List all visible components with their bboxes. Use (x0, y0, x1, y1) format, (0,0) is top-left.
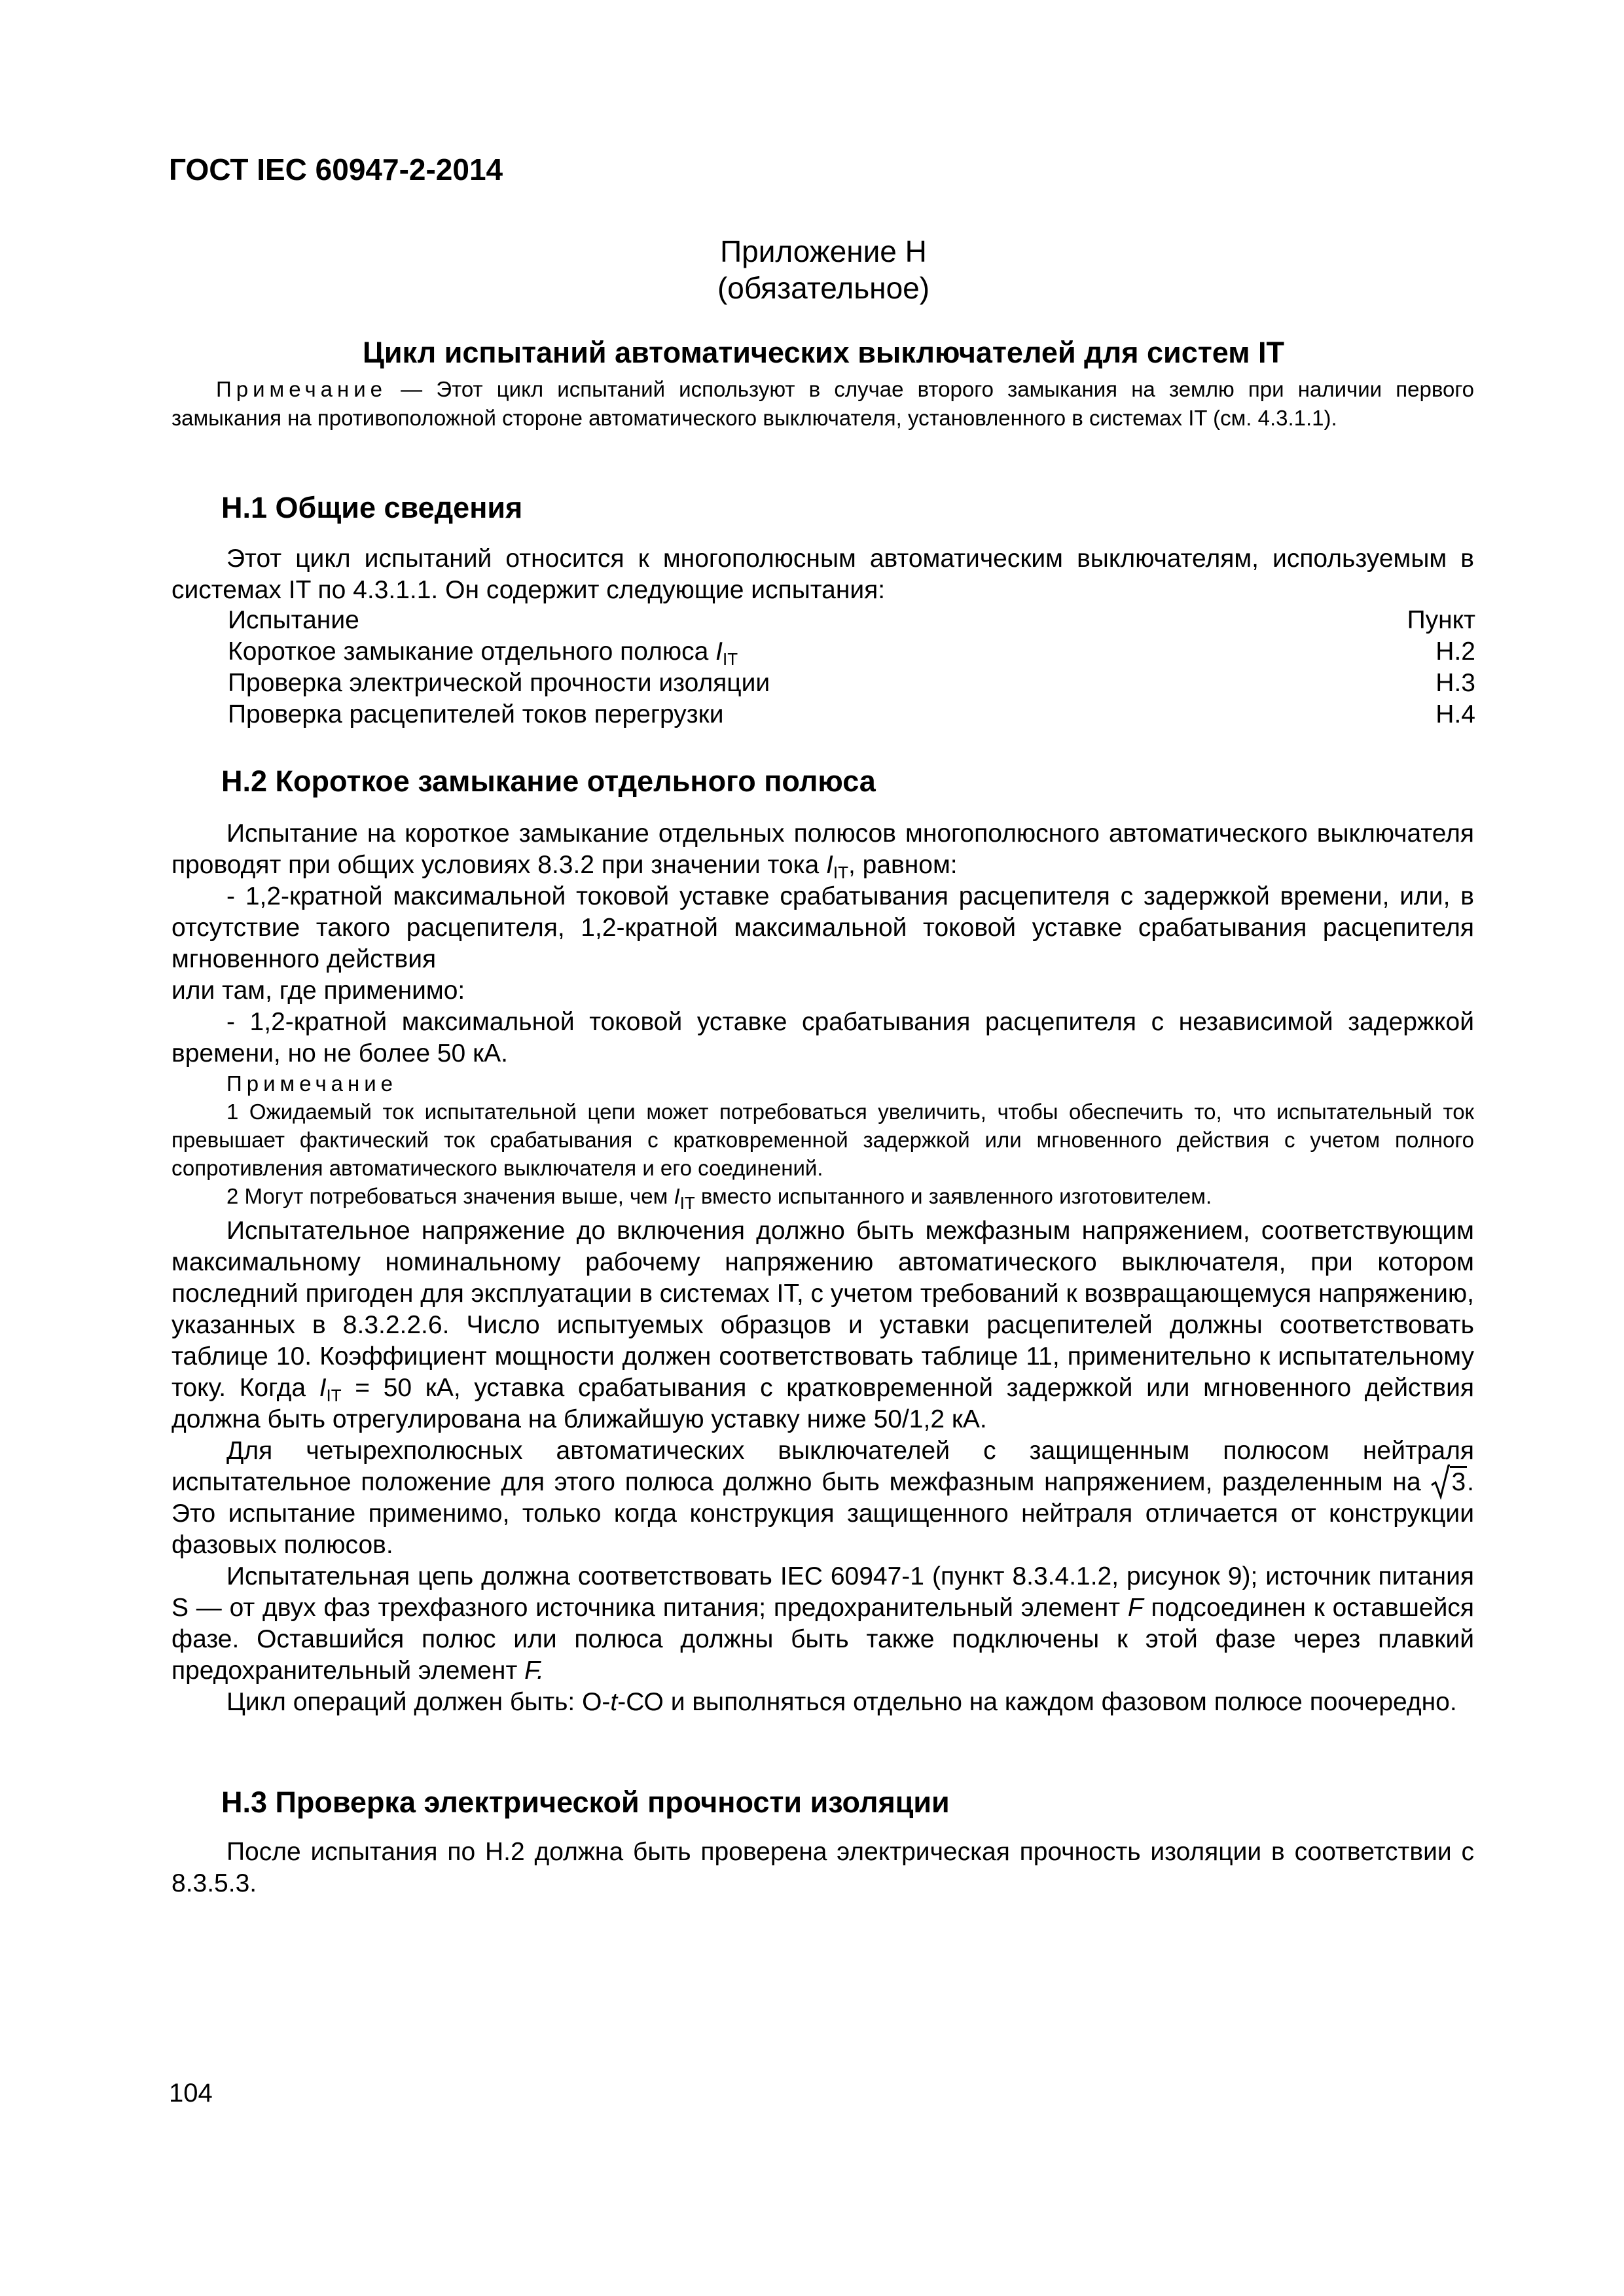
h2-bullet-1: - 1,2-кратной максимальной токовой уставке срабатывания расцепителя с задержкой времени, или, в отсутствие такого расцепителя, 1,2-кратной максимальной токовой уставке срабатывания расцепителя мгновенного действия (171, 882, 1474, 973)
table-cell-clause: H.3 (1435, 669, 1475, 697)
appendix-heading (169, 233, 1478, 306)
appendix-title: Приложение Н (720, 234, 927, 268)
section-h2-heading: H.2 Короткое замыкание отдельного полюса (221, 764, 876, 798)
section-h3-heading: H.3 Проверка электрической прочности изоляции (221, 1785, 950, 1819)
section-h1-paragraph (171, 543, 1474, 606)
table-cell-clause: H.4 (1435, 700, 1475, 728)
h2-paragraph-1: Испытание на короткое замыкание отдельных полюсов многополюсного автоматического выключателя проводят при общих условиях 8.3.2 при значении тока $I_{IT}$, равном: (171, 819, 1474, 882)
table-header-row (228, 605, 1475, 636)
table-header-clause: Пункт (1407, 606, 1475, 634)
h2-note-1: 1 Ожидаемый ток испытательной цепи может потребоваться увеличить, чтобы обеспечить то, что испытательный ток превышает фактический ток срабатывания с кратковременной задержкой или мгновенного действия с учетом полного сопротивления автоматического выключателя и его соединений. (171, 1100, 1474, 1180)
section-h1-heading: H.1 Общие сведения (221, 491, 523, 524)
document-header: ГОСТ IEC 60947-2-2014 (169, 152, 503, 187)
h2-paragraph-4: Испытательная цепь должна соответствовать IEC 60947-1 (пункт 8.3.4.1.2, рисунок 9); источник питания S — от двух фаз трехфазного источника питания; предохранительный элемент F подсоединен к оставшейся фазе. Оставшийся полюс или полюса должны быть также подключены к этой фазе через плавкий предохранительный элемент F. (171, 1562, 1475, 1685)
intro-note (171, 375, 1474, 433)
table-row (228, 699, 1475, 730)
table-cell-test: Короткое замыкание отдельного полюса $I_{IT}$ (228, 637, 738, 669)
h2-paragraph-5: Цикл операций должен быть: О-t-СО и выполняться отдельно на каждом фазовом полюсе поочередно. (226, 1688, 1457, 1716)
h2-paragraph-2: Испытательное напряжение до включения должно быть межфазным напряжением, соответствующим максимальному номинальному рабочему напряжению автоматического выключателя, при котором последний пригоден для эксплуатации в системах IT, с учетом требований к возвращающемуся напряжению, указанных в 8.3.2.2.6. Число испытуемых образцов и уставки расцепителей должны соответствовать таблице 10. Коэффициент мощности должен соответствовать таблице 11, применительно к испытательному току. Когда $I_{IT} = 50$ кА, уставка срабатывания с кратковременной задержкой или мгновенного действия должна быть отрегулирована на ближайшую уставку ниже 50/1,2 кА. (171, 1217, 1475, 1433)
h2-paragraph-3: Для четырехполюсных автоматических выключателей с защищенным полюсом нейтраля испытательное положение для этого полюса должно быть межфазным напряжением, разделенным на 3. Это испытание применимо, только когда конструкция защищенного нейтраля отличается от конструкции фазовых полюсов. (171, 1437, 1474, 1559)
sqrt-symbol: 3 (1430, 1467, 1467, 1498)
table-row (228, 636, 1475, 668)
table-cell-clause: H.2 (1435, 637, 1475, 666)
table-cell-test: Проверка расцепителей токов перегрузки (228, 700, 724, 728)
intro-note-text: — Этот цикл испытаний используют в случае второго замыкания на землю при наличии первого замыкания на противоположной стороне автоматического выключателя, установленного в системах IT (см. 4.3.1.1). (171, 377, 1474, 430)
h2-notes-label: Примечание (226, 1071, 398, 1096)
section-h3-paragraph (171, 1837, 1474, 1899)
page-number: 104 (169, 2079, 213, 2108)
appendix-status: (обязательное) (717, 271, 930, 305)
main-title: Цикл испытаний автоматических выключателей для систем IT (363, 336, 1284, 369)
table-cell-test: Проверка электрической прочности изоляции (228, 669, 770, 697)
h2-or-where: или там, где применимо: (171, 977, 465, 1005)
table-header-test: Испытание (228, 606, 359, 634)
h2-notes (171, 1069, 1474, 1213)
h1-paragraph-text: Этот цикл испытаний относится к многополюсным автоматическим выключателям, используемым в системах IT по 4.3.1.1. Он содержит следующие испытания: (171, 545, 1474, 604)
radical-sign-icon (1430, 1463, 1450, 1499)
h2-bullet-2: - 1,2-кратной максимальной токовой уставке срабатывания расцепителя с независимой задержкой времени, но не более 50 кА. (171, 1008, 1474, 1067)
h3-paragraph-text: После испытания по H.2 должна быть проверена электрическая прочность изоляции в соответствии с 8.3.5.3. (171, 1838, 1474, 1897)
table-row (228, 668, 1475, 699)
tests-table (228, 605, 1475, 730)
section-h2-body (171, 818, 1474, 1718)
h2-note-2: 2 Могут потребоваться значения выше, чем $I_{IT}$ вместо испытанного и заявленного изготовителем. (226, 1184, 1212, 1213)
intro-note-label: Примечание (216, 377, 388, 401)
